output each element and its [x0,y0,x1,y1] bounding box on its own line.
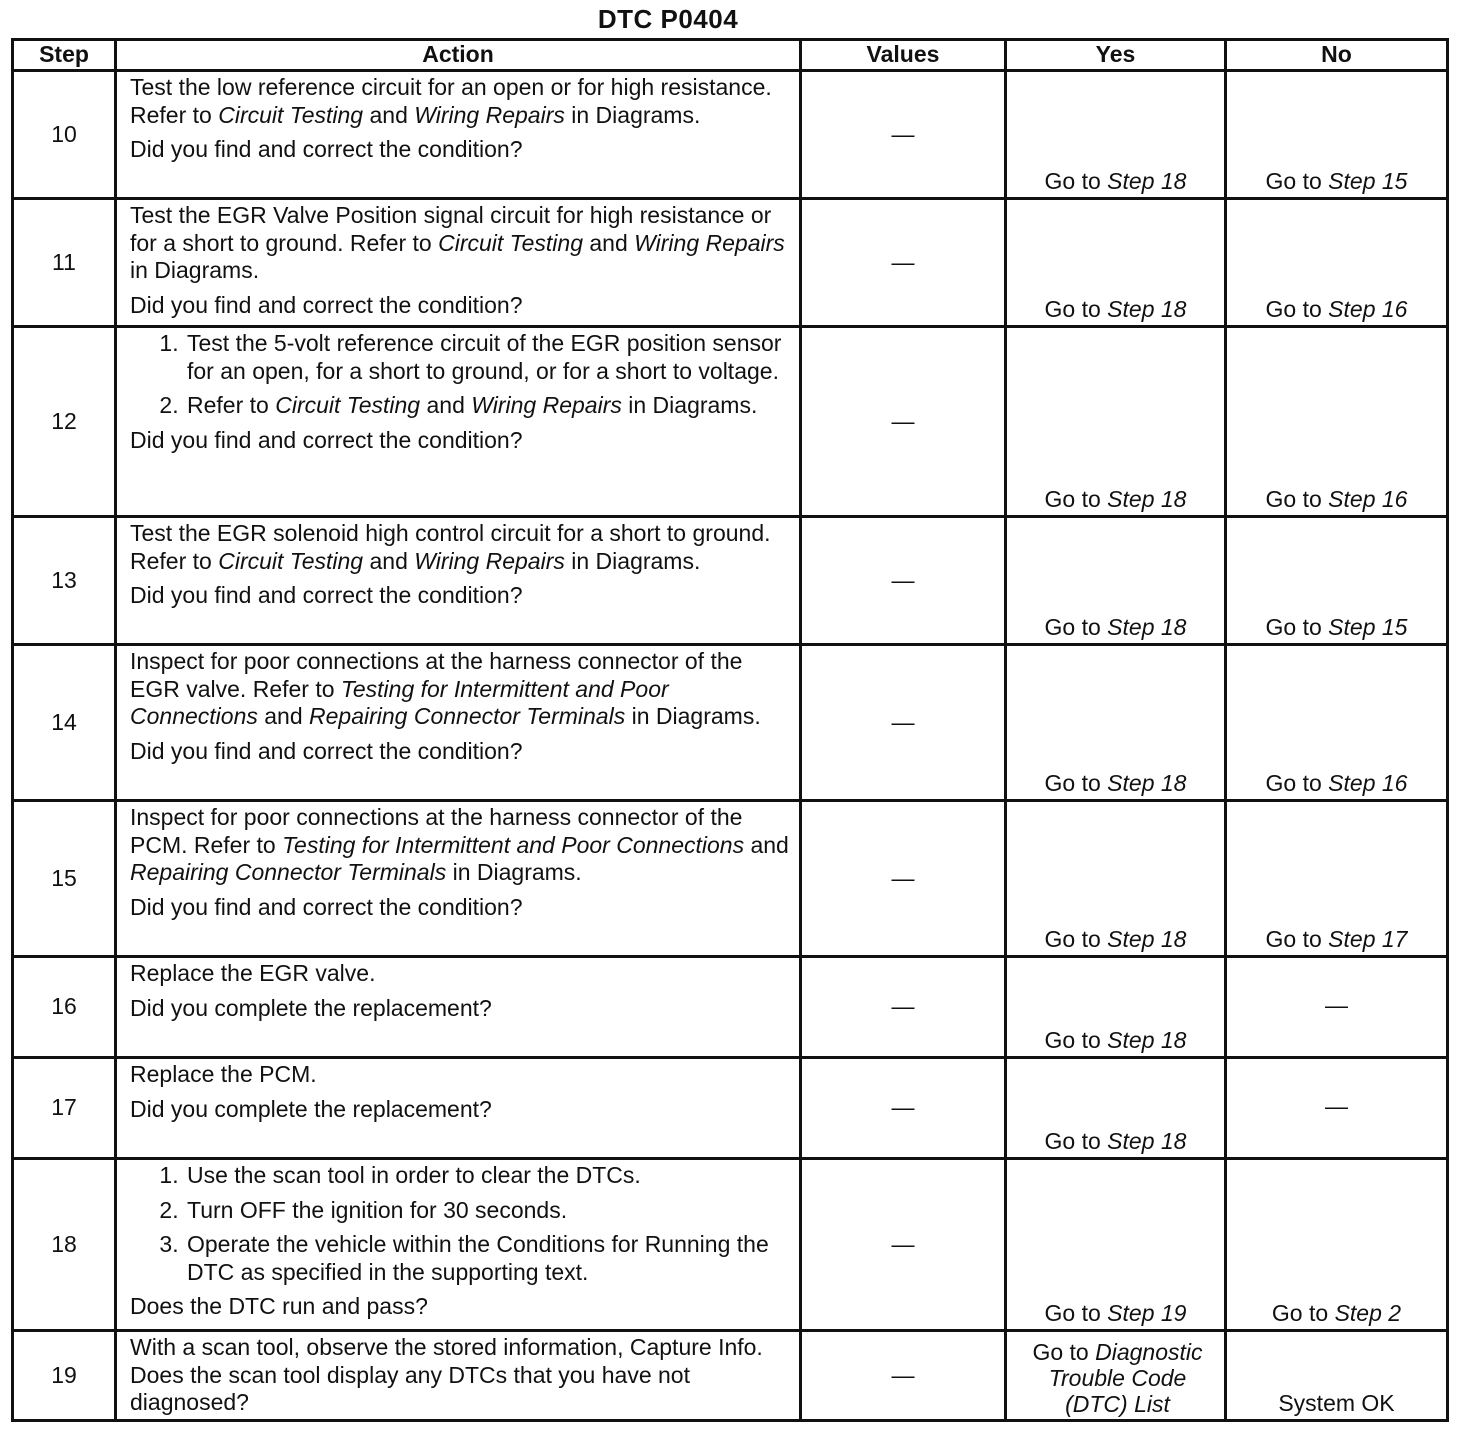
action-text: in Diagrams. [130,257,260,283]
goto-text: Go to [1265,925,1322,952]
header-row [13,40,1448,71]
list-item [185,330,789,385]
table-row [13,199,1448,327]
action-question: Did you find and correct the condition? [130,737,523,764]
action-question: Did you find and correct the condition? [130,893,523,920]
step-number: 11 [13,199,116,327]
action-cell [116,645,801,801]
yes-link[interactable] [1045,168,1187,194]
list-item [185,1162,789,1190]
yes-link[interactable] [1045,296,1187,322]
no-cell [1226,957,1448,1058]
step-number: 15 [13,801,116,957]
table-row [13,645,1448,801]
action-question: Does the DTC run and pass? [130,1293,428,1319]
values-cell: — [801,517,1006,645]
action-text: in Diagrams. [621,392,758,418]
yes-cell [1006,517,1226,645]
action-cell [116,1058,801,1159]
no-link[interactable] [1266,770,1408,796]
action-text: With a scan tool, observe the stored information, Capture Info. Does the scan tool display any DTCs that you have not diagnosed? [130,1334,763,1415]
table-row [13,801,1448,957]
action-text: Refer to [187,392,276,418]
header-yes: Yes [1006,40,1226,71]
action-text: in Diagrams. [625,703,761,729]
yes-cell [1006,327,1226,517]
yes-target: Step 18 [1107,769,1187,796]
action-text: Test the EGR Valve Position signal circuit for high resistance or for a short to ground. Refer to [130,202,772,256]
header-no: No [1226,40,1448,71]
no-target: Step 15 [1328,167,1408,194]
values-cell: — [801,645,1006,801]
action-question: Did you find and correct the condition? [130,291,523,318]
no-target: Step 16 [1328,485,1408,512]
no-cell [1226,327,1448,517]
yes-link[interactable] [1045,770,1187,796]
table-row [13,517,1448,645]
goto-text: Go to [1044,485,1101,512]
action-description [130,648,789,731]
goto-text: Go to [1044,1026,1101,1053]
reference-link-text: Repairing Connector Terminals [130,859,447,885]
action-text: Inspect for poor connections at the harness connector of the PCM. Refer to [130,804,743,858]
reference-link-text: Circuit Testing [218,547,364,574]
action-text: Test the 5-volt reference circuit of the EGR position sensor for an open, for a short to ground, or for a short to voltage. [187,330,782,384]
action-description [130,202,789,285]
action-cell [116,1331,801,1421]
action-text: Replace the PCM. [130,1061,317,1087]
no-link[interactable] [1266,486,1408,512]
list-item [185,1197,789,1225]
yes-link[interactable] [1045,1300,1187,1326]
action-question: Did you find and correct the condition? [130,582,523,608]
goto-text: Go to [1044,613,1101,640]
yes-cell [1006,1058,1226,1159]
no-link[interactable] [1266,296,1408,322]
yes-link[interactable] [1045,1027,1187,1053]
step-number: 19 [13,1331,116,1421]
yes-target: Step 18 [1107,613,1187,640]
values-cell: — [801,957,1006,1058]
action-steps-list [130,330,789,420]
yes-cell [1006,71,1226,199]
yes-target: Step 18 [1107,1026,1187,1053]
yes-target: Step 18 [1107,295,1187,322]
step-number: 10 [13,71,116,199]
reference-link-text: Wiring Repairs [414,101,565,128]
diagnostic-table [11,38,1449,1422]
values-cell: — [801,199,1006,327]
no-cell [1226,1331,1448,1421]
reference-link-text: Repairing Connector Terminals [309,703,626,729]
goto-text: Go to [1044,295,1101,322]
table-row [13,957,1448,1058]
yes-target: Step 18 [1107,167,1187,194]
goto-text: Go to [1265,613,1322,640]
action-description [130,1334,789,1417]
values-cell: — [801,1331,1006,1421]
no-cell [1226,1159,1448,1331]
action-text: and [363,547,415,574]
action-question: Did you complete the replacement? [130,994,492,1021]
yes-link[interactable] [1045,926,1187,952]
goto-text: Go to [1265,769,1322,796]
table-row [13,1058,1448,1159]
action-text: and [257,703,310,729]
yes-cell [1006,957,1226,1058]
table-row [13,327,1448,517]
values-cell: — [801,1159,1006,1331]
reference-link-text: Circuit Testing [438,229,583,256]
action-steps-list [130,1162,789,1286]
action-question: Did you find and correct the condition? [130,426,523,453]
values-cell: — [801,71,1006,199]
yes-target: Diagnostic Trouble Code (DTC) List [1048,1339,1203,1417]
no-cell [1226,71,1448,199]
reference-link-text: Testing for Intermittent and Poor Connections [282,831,745,858]
values-cell: — [801,801,1006,957]
list-item [185,1231,789,1286]
action-cell [116,957,801,1058]
reference-link-text: Wiring Repairs [634,229,785,256]
no-link[interactable] [1266,614,1408,640]
goto-text: Go to [1032,1339,1089,1365]
no-target: Step 16 [1328,295,1408,322]
action-cell [116,801,801,957]
yes-cell [1006,645,1226,801]
action-text: Turn OFF the ignition for 30 seconds. [187,1196,568,1223]
header-action: Action [116,40,801,71]
action-cell [116,517,801,645]
step-number: 16 [13,957,116,1058]
yes-link[interactable] [1045,486,1187,512]
no-link[interactable] [1272,1300,1401,1326]
action-description [130,960,789,988]
yes-link[interactable] [1045,1128,1187,1154]
action-text: Use the scan tool in order to clear the DTCs. [187,1162,641,1188]
yes-target: Step 18 [1107,1127,1187,1154]
no-target: Step 2 [1334,1299,1402,1326]
reference-link-text: Circuit Testing [275,392,421,418]
action-text: Test the EGR solenoid high control circuit for a short to ground. Refer to [130,520,771,574]
values-cell: — [801,1058,1006,1159]
no-cell [1226,517,1448,645]
yes-cell [1006,1331,1226,1421]
goto-text: Go to [1265,485,1322,512]
action-description [130,74,789,129]
action-cell [116,199,801,327]
reference-link-text: Wiring Repairs [471,392,622,418]
no-target: Step 15 [1328,613,1408,640]
no-cell [1226,801,1448,957]
no-target: Step 16 [1328,769,1408,796]
action-text: and [363,101,415,128]
goto-text: Go to [1271,1299,1329,1326]
step-number: 18 [13,1159,116,1331]
no-link[interactable] [1266,926,1408,952]
list-item [185,392,789,420]
table-row [13,1159,1448,1331]
action-text: Inspect for poor connections at the harness connector of the EGR valve. Refer to [130,648,743,702]
action-text: and [582,229,635,256]
action-cell [116,71,801,199]
action-text: Replace the EGR valve. [130,960,376,986]
yes-link[interactable] [1032,1339,1202,1418]
goto-text: Go to [1044,769,1101,796]
header-step: Step [13,40,116,71]
goto-text: Go to [1265,295,1322,322]
action-text: and [420,392,472,418]
no-cell [1226,1058,1448,1159]
document-title: DTC P0404 [597,4,739,34]
reference-link-text: Testing for Intermittent and Poor Connections [130,675,669,729]
no-result-text: — [1325,992,1348,1019]
action-text: in Diagrams. [564,101,701,128]
no-cell [1226,645,1448,801]
yes-target: Step 18 [1107,485,1187,512]
goto-text: Go to [1044,167,1101,194]
goto-text: Go to [1044,925,1101,952]
goto-text: Go to [1265,167,1322,194]
reference-link-text: Wiring Repairs [414,547,565,574]
goto-text: Go to [1044,1299,1101,1326]
no-result-text: System OK [1278,1389,1395,1416]
action-text: Test the low reference circuit for an open or for high resistance. Refer to [130,74,772,128]
yes-cell [1006,199,1226,327]
no-link[interactable] [1266,168,1408,194]
no-target: Step 17 [1328,925,1408,952]
step-number: 17 [13,1058,116,1159]
no-cell [1226,199,1448,327]
step-number: 12 [13,327,116,517]
yes-target: Step 18 [1107,925,1187,952]
no-result-text: — [1325,1093,1348,1120]
yes-target: Step 19 [1107,1299,1187,1326]
table-body [13,71,1448,1421]
goto-text: Go to [1044,1127,1101,1154]
action-text: and [744,831,789,858]
yes-link[interactable] [1045,614,1187,640]
action-text: in Diagrams. [564,547,701,574]
action-question: Did you complete the replacement? [130,1095,492,1122]
yes-cell [1006,801,1226,957]
action-description [130,520,789,575]
yes-cell [1006,1159,1226,1331]
action-cell [116,1159,801,1331]
action-cell [116,327,801,517]
values-cell: — [801,327,1006,517]
action-description [130,804,789,887]
step-number: 13 [13,517,116,645]
reference-link-text: Circuit Testing [218,101,364,128]
table-row [13,71,1448,199]
action-text: Operate the vehicle within the Conditions for Running the DTC as specified in the supporting text. [187,1231,769,1285]
action-question: Did you find and correct the condition? [130,136,523,162]
table-row [13,1331,1448,1421]
header-values: Values [801,40,1006,71]
action-description [130,1061,789,1089]
step-number: 14 [13,645,116,801]
action-text: in Diagrams. [446,859,582,885]
